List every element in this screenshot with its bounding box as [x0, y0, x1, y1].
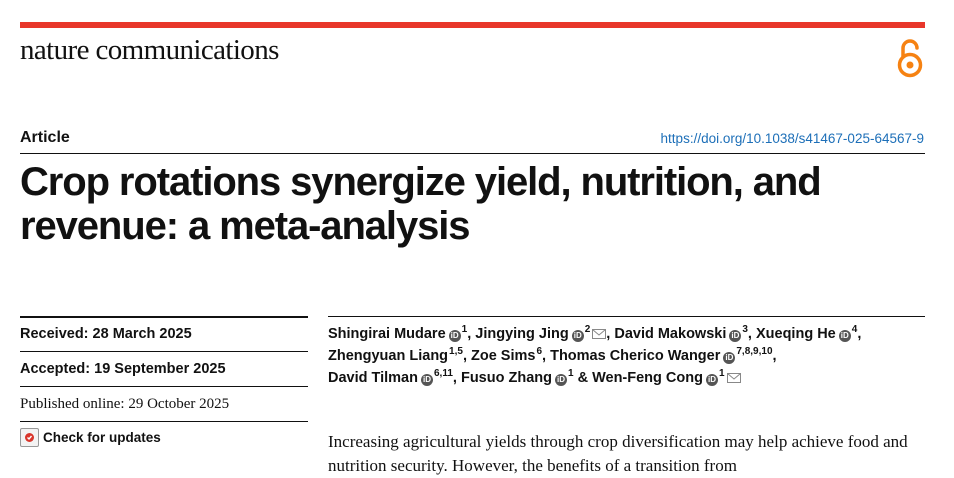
author-separator: , — [747, 326, 752, 342]
author-entry[interactable] — [328, 370, 457, 386]
email-icon[interactable] — [727, 373, 741, 383]
author-separator: , — [857, 326, 862, 342]
orcid-icon[interactable]: iD — [707, 375, 716, 384]
open-access-icon — [896, 37, 924, 79]
orcid-icon[interactable]: iD — [840, 331, 849, 340]
author-name: Fusuo Zhang — [460, 370, 552, 386]
article-type-label: Article — [20, 129, 70, 146]
author-list — [328, 323, 928, 389]
author-entry[interactable] — [475, 326, 610, 342]
header-rule — [20, 153, 925, 154]
author-name: Wen-Feng Cong — [592, 370, 703, 386]
author-name: Jingying Jing — [475, 326, 569, 342]
email-icon[interactable] — [592, 329, 606, 339]
author-entry[interactable] — [328, 348, 467, 364]
orcid-icon[interactable]: iD — [450, 331, 459, 340]
author-name: Shingirai Mudare — [328, 326, 446, 342]
author-affiliation: 6,11 — [433, 368, 453, 380]
check-for-updates-label: Check for updates — [43, 430, 161, 445]
orcid-icon[interactable]: iD — [725, 353, 734, 362]
author-affiliation: 7,8,9,10 — [736, 346, 773, 358]
journal-name: nature communications — [20, 34, 279, 66]
author-affiliation: 1 — [461, 324, 468, 336]
author-affiliation: 6 — [536, 346, 543, 358]
author-separator: & — [573, 370, 589, 386]
author-separator: , — [772, 348, 777, 364]
author-entry[interactable] — [614, 326, 752, 342]
author-affiliation: 3 — [742, 324, 748, 336]
dates-rule-top — [20, 316, 308, 318]
author-name: Zhengyuan Liang — [328, 348, 449, 364]
author-affiliation: 1,5 — [449, 346, 463, 358]
author-name: Xueqing He — [755, 326, 836, 342]
dates-divider — [20, 351, 308, 352]
received-date: Received: 28 March 2025 — [20, 326, 192, 342]
author-entry[interactable] — [328, 326, 471, 342]
author-entry[interactable] — [756, 326, 861, 342]
orcid-icon[interactable]: iD — [556, 375, 565, 384]
author-affiliation: 1 — [718, 368, 725, 380]
published-date: Published online: 29 October 2025 — [20, 396, 230, 412]
author-separator: , — [452, 370, 457, 386]
author-entry[interactable] — [471, 348, 546, 364]
author-separator: , — [542, 348, 547, 364]
authors-rule — [328, 316, 925, 317]
author-entry[interactable] — [461, 370, 588, 386]
orcid-icon[interactable]: iD — [731, 331, 740, 340]
dates-divider — [20, 421, 308, 422]
accepted-date: Accepted: 19 September 2025 — [20, 361, 226, 377]
check-for-updates-icon — [20, 428, 39, 447]
dates-divider — [20, 386, 308, 387]
author-separator: , — [467, 326, 472, 342]
author-entry[interactable] — [592, 370, 740, 386]
author-name: Thomas Cherico Wanger — [550, 348, 721, 364]
author-name: Zoe Sims — [471, 348, 536, 364]
author-separator: , — [462, 348, 467, 364]
abstract-text: Increasing agricultural yields through crop diversification may help achieve food and nutrition security. However, the benefits of a transition from — [328, 432, 908, 475]
author-entry[interactable] — [550, 348, 776, 364]
author-affiliation: 1 — [567, 368, 574, 380]
journal-header-bar — [20, 22, 925, 28]
author-separator: , — [606, 326, 611, 342]
doi-link[interactable]: https://doi.org/10.1038/s41467-025-64567-9 — [660, 131, 924, 146]
author-affiliation: 4 — [851, 324, 858, 336]
orcid-icon[interactable]: iD — [573, 331, 582, 340]
orcid-icon[interactable]: iD — [422, 375, 431, 384]
check-for-updates-button[interactable] — [20, 428, 161, 447]
author-affiliation: 2 — [584, 324, 591, 336]
author-name: David Tilman — [328, 370, 418, 386]
author-name: David Makowski — [614, 326, 727, 342]
article-title: Crop rotations synergize yield, nutrition, and revenue: a meta-analysis — [20, 160, 821, 248]
